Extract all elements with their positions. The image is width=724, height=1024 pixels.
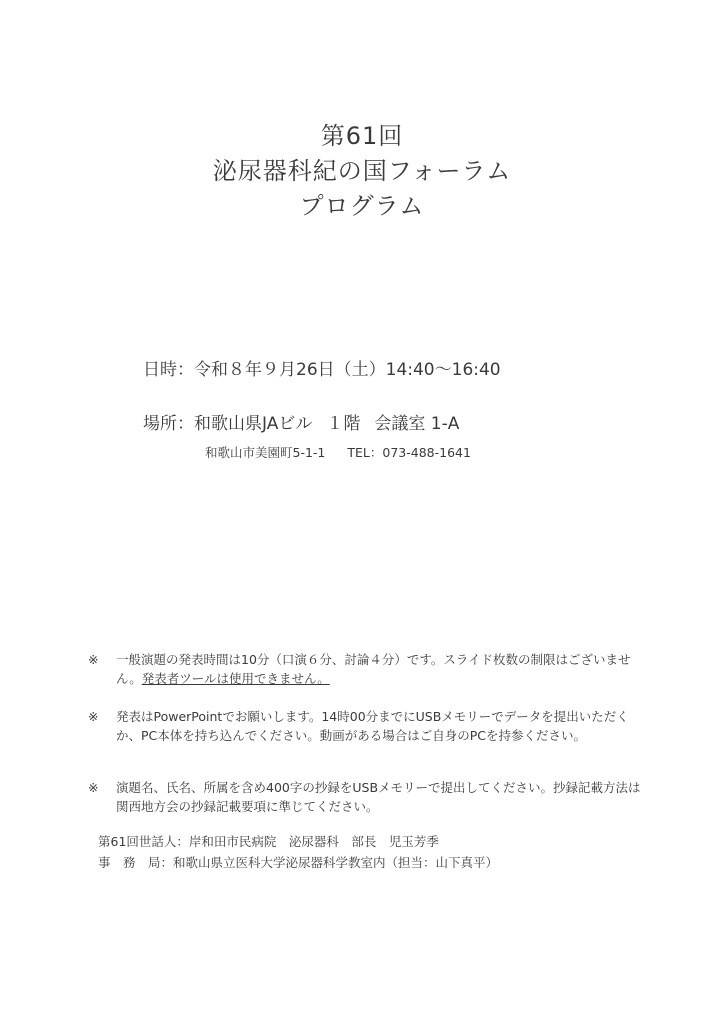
note-text: 一般演題の発表時間は10分（口演６分、討論４分）です。スライド枚数の制限はございません。 xyxy=(116,652,631,686)
organizer-line: 第61回世話人：岸和田市民病院 泌尿器科 部長 児玉芳季 xyxy=(98,834,439,849)
note-underlined-text: 発表者ツールは使用できません。 xyxy=(141,671,330,686)
note-presentation-time xyxy=(88,650,644,688)
address-text: 和歌山市美園町5-1-1 xyxy=(205,445,326,460)
forum-name-title: 泌尿器科紀の国フォーラム xyxy=(212,157,512,185)
note-mark: ※ xyxy=(88,652,99,667)
note-mark: ※ xyxy=(88,709,99,724)
program-title: プログラム xyxy=(299,192,425,220)
event-place xyxy=(143,409,459,434)
note-text: 発表はPowerPointでお願いします。14時00分までにUSBメモリーでデータを提出いただくか、PC本体を持ち込んでください。動画がある場合はご自身のPCを持参ください。 xyxy=(116,709,629,743)
note-abstract xyxy=(88,778,644,816)
place-floor: １階 xyxy=(326,414,361,434)
tel-text: TEL：073-488-1641 xyxy=(347,445,471,460)
note-mark: ※ xyxy=(88,780,99,795)
note-text: 演題名、氏名、所属を含め400字の抄録をUSBメモリーで提出してください。抄録記載方法は関西地方会の抄録記載要項に準じてください。 xyxy=(116,780,641,814)
event-number-title: 第61回 xyxy=(320,122,404,150)
event-date: 日時：令和８年９月26日（土）14:40～16:40 xyxy=(143,360,501,380)
venue-address xyxy=(205,443,471,461)
note-data-submission xyxy=(88,707,644,745)
office-line: 事 務 局：和歌山県立医科大学泌尿器科学教室内（担当：山下真平） xyxy=(98,855,499,870)
place-room: 会議室 1-A xyxy=(374,414,460,434)
place-label: 場所：和歌山県JAビル xyxy=(143,414,313,434)
